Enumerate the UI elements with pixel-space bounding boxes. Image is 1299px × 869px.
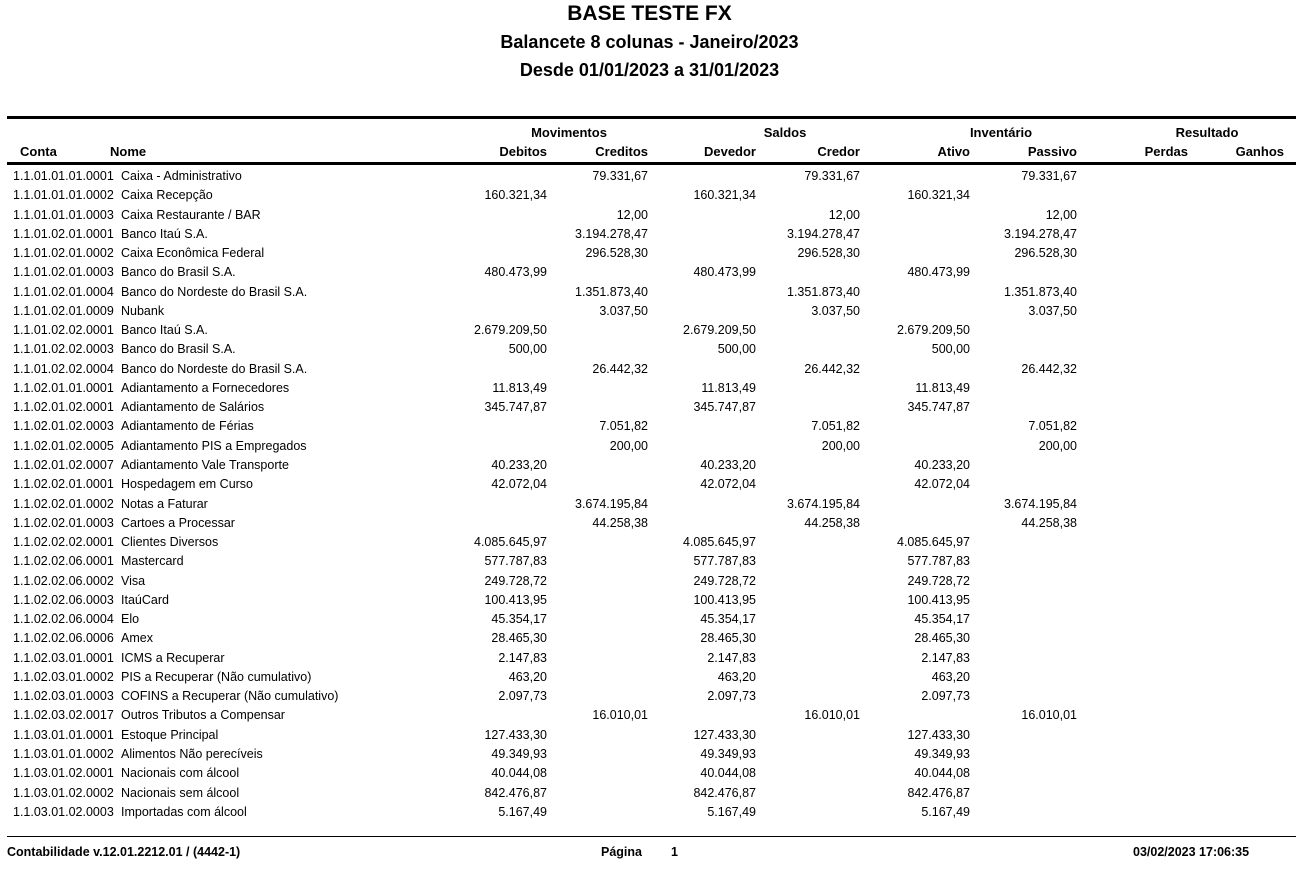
table-row — [0, 417, 1299, 436]
cell-debitos: 463,20 — [508, 669, 547, 684]
cell-ativo: 49.349,93 — [914, 746, 970, 761]
cell-passivo: 12,00 — [1045, 207, 1077, 222]
table-row — [0, 475, 1299, 494]
cell-debitos: 28.465,30 — [491, 631, 547, 646]
cell-creditos: 12,00 — [616, 207, 648, 222]
cell-conta: 1.1.02.02.06.0003 — [13, 592, 114, 607]
cell-conta: 1.1.01.02.01.0009 — [13, 303, 114, 318]
cell-passivo: 1.351.873,40 — [1004, 284, 1077, 299]
cell-conta: 1.1.02.01.02.0001 — [13, 400, 114, 415]
cell-debitos: 40.044,08 — [491, 766, 547, 781]
cell-nome: PIS a Recuperar (Não cumulativo) — [121, 669, 312, 684]
col-header-perdas: Perdas — [1144, 144, 1188, 159]
footer-version: Contabilidade v.12.01.2212.01 / (4442-1) — [7, 845, 241, 859]
cell-ativo: 4.085.645,97 — [897, 535, 970, 550]
col-header-credor: Credor — [817, 144, 860, 159]
cell-passivo: 3.194.278,47 — [1004, 226, 1077, 241]
cell-ativo: 480.473,99 — [907, 265, 970, 280]
table-row — [0, 244, 1299, 263]
col-header-devedor: Devedor — [703, 144, 756, 159]
table-row — [0, 629, 1299, 648]
cell-credor: 7.051,82 — [811, 419, 860, 434]
col-header-creditos: Creditos — [595, 144, 648, 159]
cell-passivo: 3.037,50 — [1028, 303, 1077, 318]
cell-conta: 1.1.02.02.02.0001 — [13, 535, 114, 550]
cell-passivo: 200,00 — [1038, 438, 1077, 453]
cell-conta: 1.1.02.02.01.0002 — [13, 496, 114, 511]
cell-nome: Adiantamento PIS a Empregados — [121, 438, 307, 453]
cell-devedor: 42.072,04 — [700, 477, 756, 492]
table-row — [0, 379, 1299, 398]
cell-devedor: 160.321,34 — [693, 188, 756, 203]
col-header-debitos: Debitos — [499, 144, 547, 159]
cell-conta: 1.1.02.03.01.0003 — [13, 689, 114, 704]
cell-conta: 1.1.02.02.01.0003 — [13, 515, 114, 530]
cell-creditos: 44.258,38 — [592, 515, 648, 530]
cell-ativo: 40.233,20 — [914, 457, 970, 472]
cell-credor: 16.010,01 — [804, 708, 860, 723]
cell-devedor: 577.787,83 — [693, 554, 756, 569]
cell-debitos: 249.728,72 — [484, 573, 547, 588]
cell-debitos: 11.813,49 — [492, 380, 547, 395]
cell-credor: 3.037,50 — [811, 303, 860, 318]
col-header-nome: Nome — [110, 144, 147, 159]
table-row — [0, 668, 1299, 687]
cell-devedor: 28.465,30 — [700, 631, 756, 646]
balance-table-body — [0, 167, 1299, 822]
cell-nome: Banco Itaú S.A. — [121, 226, 208, 241]
table-row — [0, 302, 1299, 321]
cell-debitos: 842.476,87 — [484, 785, 547, 800]
report-title: Balancete 8 colunas - Janeiro/2023 — [500, 32, 799, 52]
cell-ativo: 2.679.209,50 — [897, 323, 970, 338]
cell-conta: 1.1.01.02.01.0004 — [13, 284, 114, 299]
cell-passivo: 7.051,82 — [1028, 419, 1077, 434]
cell-nome: Hospedagem em Curso — [121, 477, 254, 492]
cell-debitos: 49.349,93 — [491, 746, 547, 761]
cell-nome: Nacionais sem álcool — [121, 785, 240, 800]
cell-conta: 1.1.02.03.01.0001 — [13, 650, 114, 665]
cell-conta: 1.1.01.02.02.0003 — [13, 342, 114, 357]
cell-conta: 1.1.03.01.01.0001 — [13, 727, 114, 742]
table-row — [0, 591, 1299, 610]
cell-nome: Banco do Nordeste do Brasil S.A. — [121, 284, 308, 299]
cell-devedor: 500,00 — [717, 342, 756, 357]
table-row — [0, 610, 1299, 629]
cell-nome: Notas a Faturar — [121, 496, 208, 511]
cell-conta: 1.1.02.01.01.0001 — [13, 380, 114, 395]
cell-passivo: 44.258,38 — [1021, 515, 1077, 530]
cell-ativo: 500,00 — [931, 342, 970, 357]
table-row — [0, 206, 1299, 225]
cell-devedor: 2.679.209,50 — [683, 323, 756, 338]
cell-ativo: 100.413,95 — [907, 592, 970, 607]
table-row — [0, 803, 1299, 822]
cell-conta: 1.1.01.01.01.0001 — [13, 169, 114, 183]
cell-devedor: 4.085.645,97 — [683, 535, 756, 550]
cell-conta: 1.1.01.02.01.0001 — [13, 226, 114, 241]
cell-devedor: 127.433,30 — [693, 727, 756, 742]
table-row — [0, 784, 1299, 803]
cell-ativo: 11.813,49 — [915, 380, 970, 395]
cell-nome: Nacionais com álcool — [121, 766, 240, 781]
cell-conta: 1.1.01.02.02.0004 — [13, 361, 114, 376]
cell-nome: Banco Itaú S.A. — [121, 323, 208, 338]
cell-nome: Adiantamento a Fornecedores — [121, 380, 290, 395]
col-header-ativo: Ativo — [937, 144, 970, 159]
cell-nome: Importadas com álcool — [121, 804, 247, 819]
cell-conta: 1.1.01.02.01.0003 — [13, 265, 114, 280]
cell-nome: ItaúCard — [121, 592, 169, 607]
table-row — [0, 360, 1299, 379]
table-row — [0, 764, 1299, 783]
cell-creditos: 26.442,32 — [592, 361, 648, 376]
table-row — [0, 495, 1299, 514]
cell-devedor: 11.813,49 — [701, 380, 756, 395]
cell-passivo: 16.010,01 — [1021, 708, 1077, 723]
group-header-resultado: Resultado — [1175, 125, 1239, 140]
cell-devedor: 49.349,93 — [700, 746, 756, 761]
cell-debitos: 40.233,20 — [491, 457, 547, 472]
col-header-passivo: Passivo — [1027, 144, 1077, 159]
table-row — [0, 167, 1299, 186]
cell-ativo: 345.747,87 — [907, 400, 970, 415]
col-header-conta: Conta — [20, 144, 57, 159]
cell-debitos: 5.167,49 — [498, 804, 547, 819]
table-row — [0, 572, 1299, 591]
table-row — [0, 552, 1299, 571]
cell-ativo: 45.354,17 — [914, 612, 970, 627]
cell-ativo: 842.476,87 — [907, 785, 970, 800]
cell-nome: Caixa - Administrativo — [121, 169, 242, 183]
cell-nome: Amex — [121, 631, 153, 646]
cell-ativo: 127.433,30 — [907, 727, 970, 742]
footer-rule — [7, 836, 1296, 837]
cell-conta: 1.1.02.01.02.0003 — [13, 419, 114, 434]
table-row — [0, 263, 1299, 282]
cell-conta: 1.1.01.02.02.0001 — [13, 323, 114, 338]
cell-credor: 26.442,32 — [804, 361, 860, 376]
cell-creditos: 3.194.278,47 — [575, 226, 648, 241]
cell-debitos: 480.473,99 — [484, 265, 547, 280]
cell-conta: 1.1.02.03.01.0002 — [13, 669, 114, 684]
table-row — [0, 186, 1299, 205]
table-row — [0, 283, 1299, 302]
cell-conta: 1.1.03.01.02.0001 — [13, 766, 114, 781]
col-header-ganhos: Ganhos — [1235, 144, 1284, 159]
report-period: Desde 01/01/2023 a 31/01/2023 — [519, 60, 780, 80]
cell-debitos: 577.787,83 — [484, 554, 547, 569]
cell-creditos: 1.351.873,40 — [575, 284, 648, 299]
cell-conta: 1.1.01.01.01.0002 — [13, 188, 114, 203]
company-title: BASE TESTE FX — [567, 2, 732, 25]
cell-devedor: 2.097,73 — [707, 689, 756, 704]
table-row — [0, 456, 1299, 475]
cell-ativo: 2.097,73 — [921, 689, 970, 704]
table-row — [0, 726, 1299, 745]
cell-conta: 1.1.03.01.02.0003 — [13, 804, 114, 819]
cell-debitos: 500,00 — [508, 342, 547, 357]
cell-nome: Elo — [121, 612, 140, 627]
cell-creditos: 3.674.195,84 — [575, 496, 648, 511]
table-row — [0, 340, 1299, 359]
cell-creditos: 296.528,30 — [585, 246, 648, 261]
cell-nome: Mastercard — [121, 554, 184, 569]
cell-devedor: 249.728,72 — [693, 573, 756, 588]
cell-conta: 1.1.01.02.01.0002 — [13, 246, 114, 261]
cell-ativo: 463,20 — [931, 669, 970, 684]
cell-creditos: 16.010,01 — [592, 708, 648, 723]
cell-debitos: 345.747,87 — [484, 400, 547, 415]
cell-credor: 12,00 — [828, 207, 860, 222]
cell-conta: 1.1.02.01.02.0007 — [13, 457, 114, 472]
cell-nome: Estoque Principal — [121, 727, 219, 742]
cell-devedor: 842.476,87 — [693, 785, 756, 800]
cell-creditos: 200,00 — [609, 438, 648, 453]
cell-ativo: 2.147,83 — [921, 650, 970, 665]
cell-passivo: 79.331,67 — [1021, 169, 1077, 183]
cell-ativo: 42.072,04 — [914, 477, 970, 492]
cell-nome: Adiantamento Vale Transporte — [121, 457, 289, 472]
cell-debitos: 100.413,95 — [484, 592, 547, 607]
cell-debitos: 45.354,17 — [491, 612, 547, 627]
cell-credor: 79.331,67 — [804, 169, 860, 183]
cell-creditos: 7.051,82 — [599, 419, 648, 434]
table-row — [0, 398, 1299, 417]
cell-nome: Banco do Brasil S.A. — [121, 342, 236, 357]
cell-debitos: 2.147,83 — [498, 650, 547, 665]
cell-conta: 1.1.02.02.06.0002 — [13, 573, 114, 588]
cell-conta: 1.1.02.03.02.0017 — [13, 708, 114, 723]
cell-debitos: 2.097,73 — [498, 689, 547, 704]
cell-nome: Banco do Brasil S.A. — [121, 265, 236, 280]
cell-passivo: 26.442,32 — [1021, 361, 1077, 376]
cell-credor: 200,00 — [821, 438, 860, 453]
cell-devedor: 463,20 — [717, 669, 756, 684]
cell-credor: 296.528,30 — [797, 246, 860, 261]
cell-ativo: 577.787,83 — [907, 554, 970, 569]
cell-nome: Nubank — [121, 303, 165, 318]
cell-nome: Banco do Nordeste do Brasil S.A. — [121, 361, 308, 376]
cell-nome: Caixa Recepção — [121, 188, 213, 203]
cell-nome: Adiantamento de Férias — [121, 419, 254, 434]
cell-nome: Adiantamento de Salários — [121, 400, 265, 415]
cell-credor: 3.674.195,84 — [787, 496, 860, 511]
table-row — [0, 437, 1299, 456]
cell-debitos: 160.321,34 — [484, 188, 547, 203]
cell-nome: Clientes Diversos — [121, 535, 219, 550]
cell-credor: 3.194.278,47 — [787, 226, 860, 241]
cell-ativo: 40.044,08 — [914, 766, 970, 781]
table-row — [0, 225, 1299, 244]
group-header-movimentos: Movimentos — [531, 125, 607, 140]
cell-devedor: 100.413,95 — [693, 592, 756, 607]
cell-devedor: 40.044,08 — [700, 766, 756, 781]
table-row — [0, 649, 1299, 668]
cell-ativo: 28.465,30 — [914, 631, 970, 646]
cell-conta: 1.1.02.02.06.0004 — [13, 612, 114, 627]
cell-conta: 1.1.03.01.01.0002 — [13, 746, 114, 761]
cell-nome: Alimentos Não perecíveis — [121, 746, 263, 761]
cell-debitos: 2.679.209,50 — [474, 323, 547, 338]
cell-creditos: 3.037,50 — [599, 303, 648, 318]
cell-conta: 1.1.01.01.01.0003 — [13, 207, 114, 222]
cell-conta: 1.1.02.02.06.0006 — [13, 631, 114, 646]
cell-passivo: 3.674.195,84 — [1004, 496, 1077, 511]
table-row — [0, 706, 1299, 725]
cell-nome: Caixa Econômica Federal — [121, 246, 265, 261]
cell-conta: 1.1.02.02.06.0001 — [13, 554, 114, 569]
cell-conta: 1.1.02.01.02.0005 — [13, 438, 114, 453]
cell-debitos: 42.072,04 — [491, 477, 547, 492]
footer-page-number: 1 — [671, 845, 678, 859]
cell-ativo: 160.321,34 — [907, 188, 970, 203]
cell-nome: Outros Tributos a Compensar — [121, 708, 285, 723]
cell-nome: COFINS a Recuperar (Não cumulativo) — [121, 689, 339, 704]
header-top-rule — [7, 116, 1296, 119]
cell-creditos: 79.331,67 — [592, 169, 648, 183]
cell-ativo: 5.167,49 — [921, 804, 970, 819]
cell-devedor: 40.233,20 — [700, 457, 756, 472]
cell-nome: ICMS a Recuperar — [121, 650, 225, 665]
table-row — [0, 321, 1299, 340]
cell-nome: Visa — [121, 573, 146, 588]
cell-credor: 44.258,38 — [804, 515, 860, 530]
cell-conta: 1.1.03.01.02.0002 — [13, 785, 114, 800]
cell-devedor: 2.147,83 — [707, 650, 756, 665]
cell-credor: 1.351.873,40 — [787, 284, 860, 299]
cell-nome: Cartoes a Processar — [121, 515, 235, 530]
footer-page-label: Página — [601, 845, 642, 859]
table-row — [0, 514, 1299, 533]
cell-conta: 1.1.02.02.01.0001 — [13, 477, 114, 492]
footer-timestamp: 03/02/2023 17:06:35 — [1133, 845, 1250, 859]
table-row — [0, 687, 1299, 706]
cell-devedor: 345.747,87 — [693, 400, 756, 415]
cell-devedor: 5.167,49 — [707, 804, 756, 819]
cell-nome: Caixa Restaurante / BAR — [121, 207, 261, 222]
table-row — [0, 533, 1299, 552]
group-header-inventario: Inventário — [969, 125, 1033, 140]
cell-devedor: 45.354,17 — [700, 612, 756, 627]
group-header-saldos: Saldos — [763, 125, 807, 140]
cell-devedor: 480.473,99 — [693, 265, 756, 280]
cell-debitos: 127.433,30 — [484, 727, 547, 742]
cell-debitos: 4.085.645,97 — [474, 535, 547, 550]
table-row — [0, 745, 1299, 764]
header-bottom-rule — [7, 162, 1296, 165]
cell-ativo: 249.728,72 — [907, 573, 970, 588]
cell-passivo: 296.528,30 — [1014, 246, 1077, 261]
